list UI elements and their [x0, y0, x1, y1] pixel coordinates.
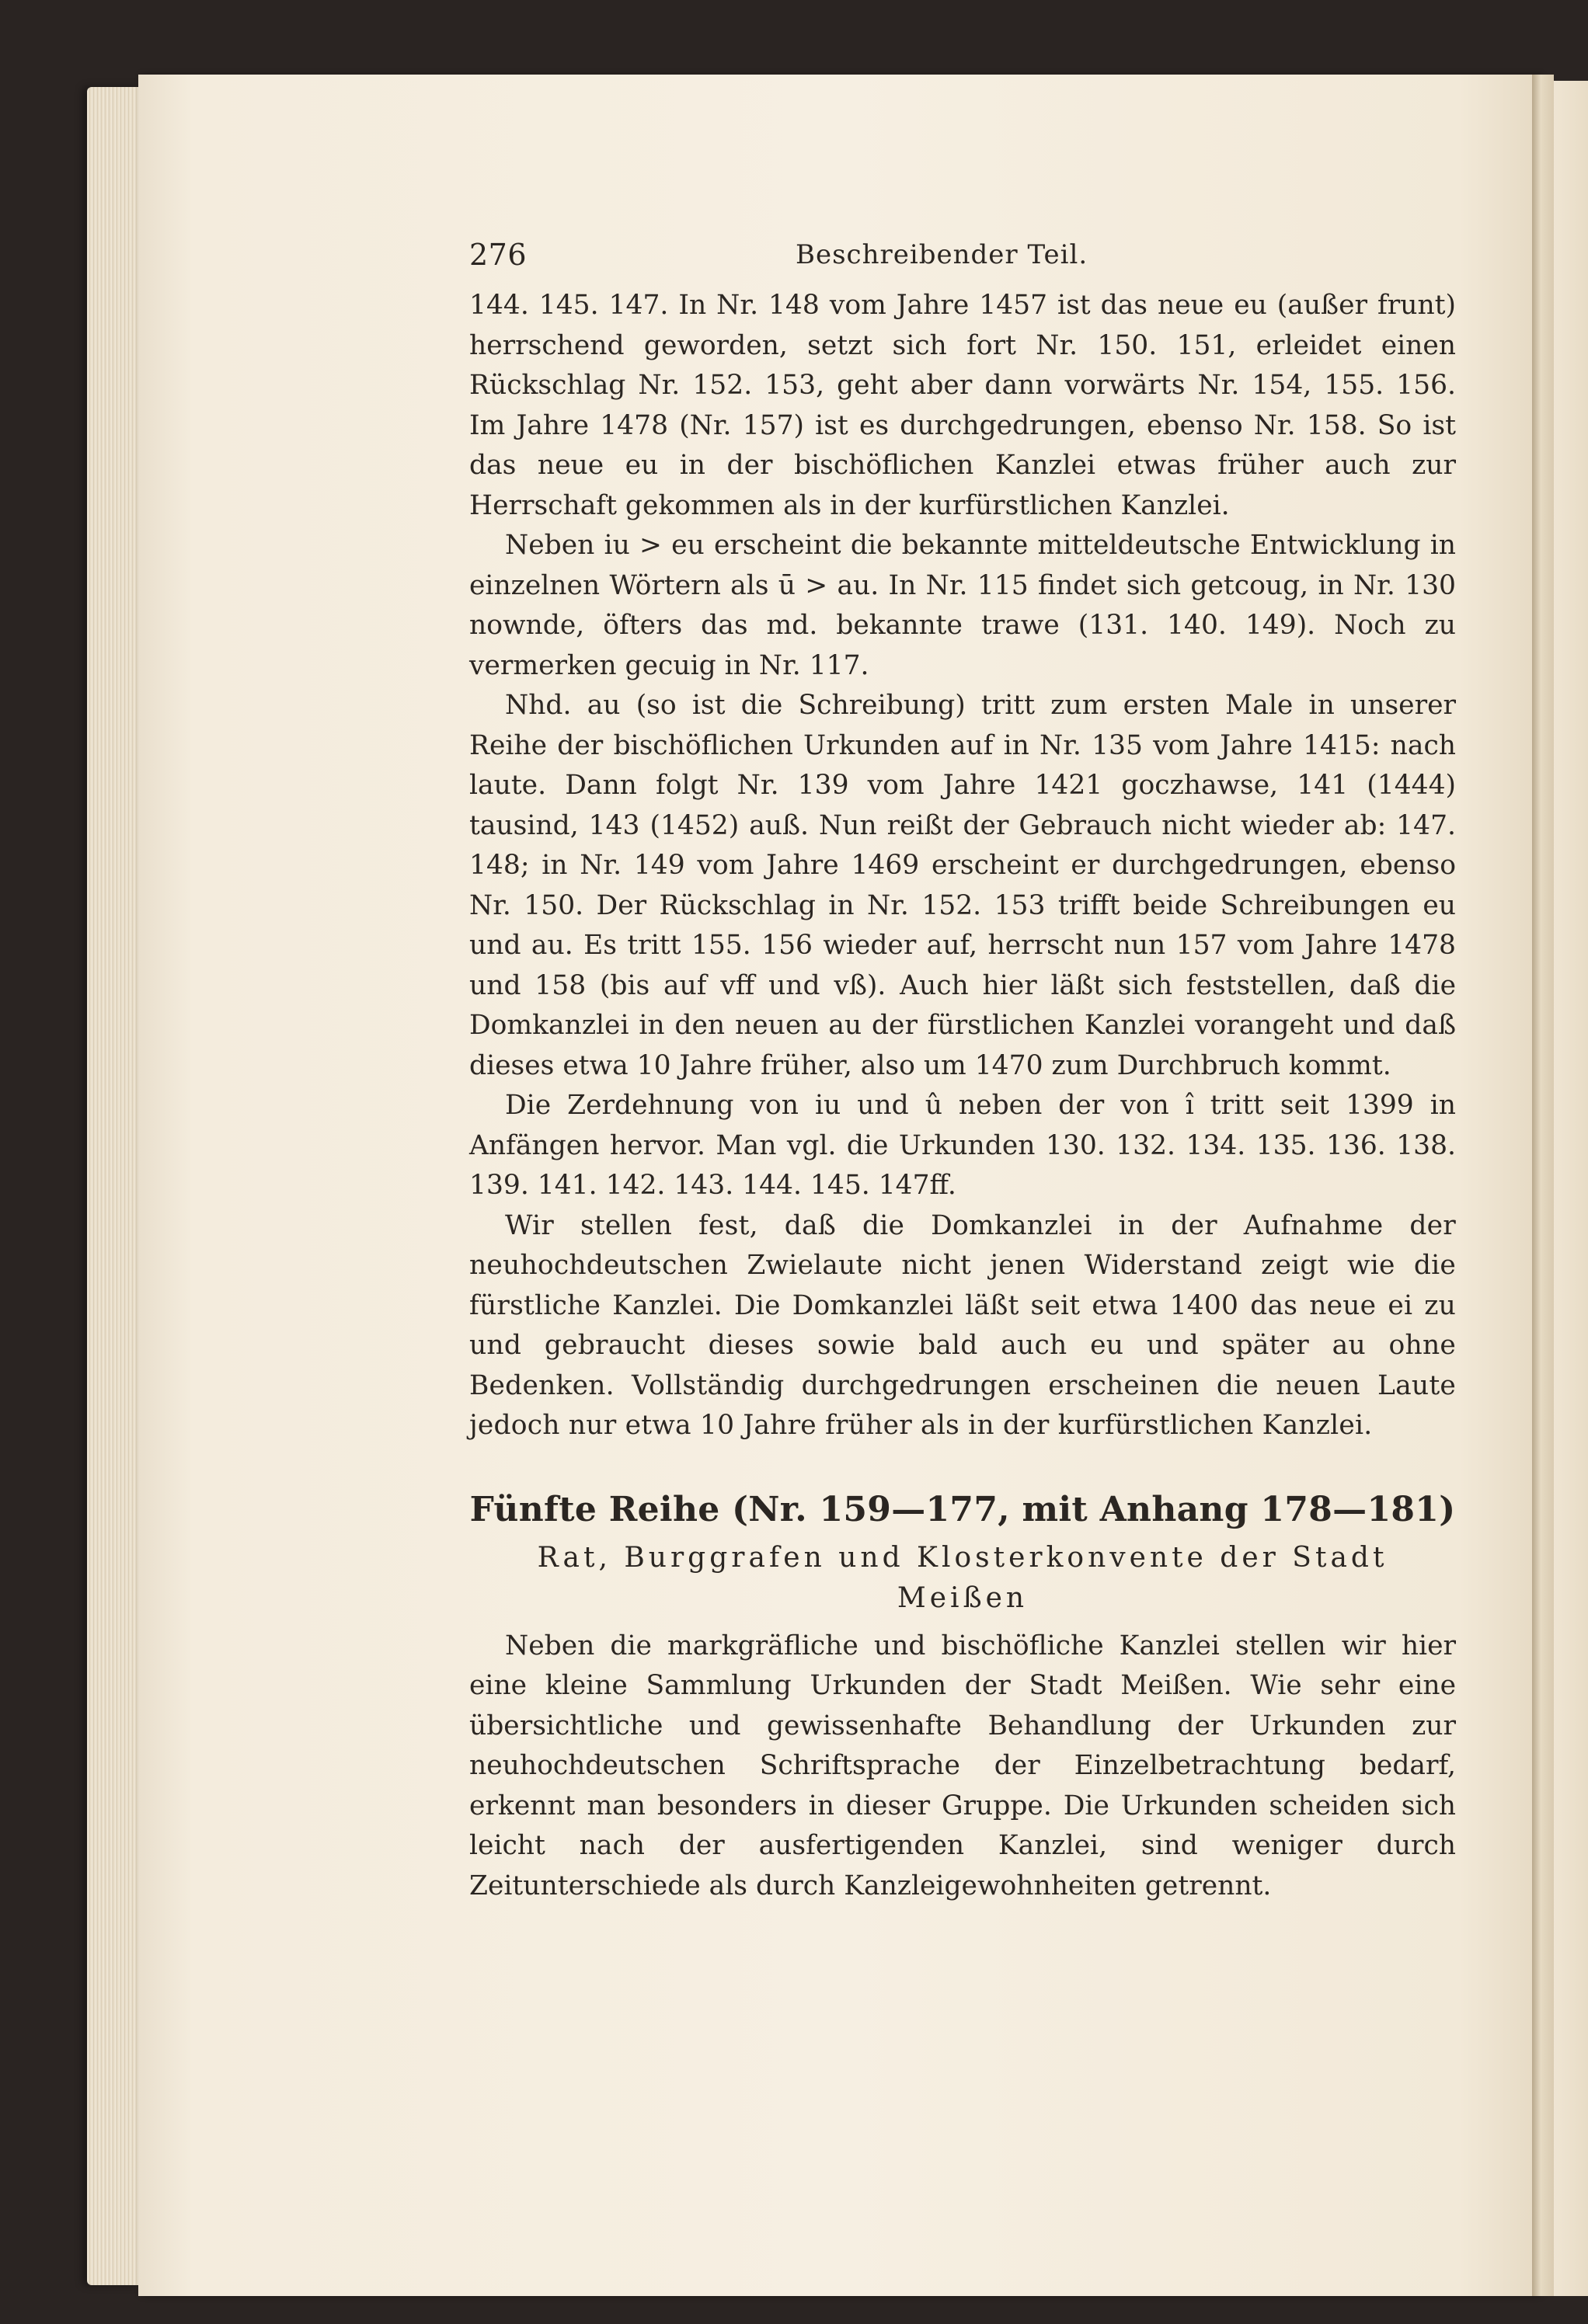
page-number: 276 [469, 238, 528, 272]
body-paragraph-1: 144. 145. 147. In Nr. 148 vom Jahre 1457 ist das neue eu (außer frunt) herrschend geworden, setzt sich fort Nr. 150. 151, erleidet einen Rückschlag Nr. 152. 153, geht aber dann vorwärts Nr. 154, 155. 156. Im Jahre 1478 (Nr. 157) ist es durchgedrungen, ebenso Nr. 158. So ist das neue eu in der bischöflichen Kanzlei etwas früher auch zur Herrschaft gekommen als in der kurfürstlichen Kanzlei. [469, 290, 1456, 521]
body-paragraph-2: Neben iu > eu erscheint die bekannte mitteldeutsche Entwicklung in einzelnen Wörtern als ū > au. In Nr. 115 findet sich getcoug, in Nr. 130 nownde, öfters das md. bekannte trawe (131. 140. 149). Noch zu vermerken gecuig in Nr. 117. [469, 530, 1456, 681]
section-title: Fünfte Reihe (Nr. 159—177, mit Anhang 178—181) [469, 1489, 1456, 1529]
page-block-edge [87, 87, 141, 2285]
running-head: Beschreibender Teil. [796, 239, 1088, 270]
body-paragraph-5: Wir stellen fest, daß die Domkanzlei in der Aufnahme der neuhochdeutschen Zwielaute nicht jenen Widerstand zeigt wie die fürstliche Kanzlei. Die Domkanzlei läßt seit etwa 1400 das neue ei zu und gebraucht dieses sowie bald auch eu und später au ohne Bedenken. Vollständig durchgedrungen erscheinen die neuen Laute jedoch nur etwa 10 Jahre früher als in der kurfürstlichen Kanzlei. [469, 1209, 1456, 1441]
body-paragraph-4: Die Zerdehnung von iu und û neben der von î tritt seit 1399 in Anfängen hervor. Man vgl. die Urkunden 130. 132. 134. 135. 136. 138. 139. 141. 142. 143. 144. 145. 147ff. [469, 1090, 1456, 1201]
book-gutter [1532, 75, 1554, 2296]
section-subtitle: Rat, Burggrafen und Klosterkonvente der Stadt Meißen [537, 1541, 1388, 1614]
page-header [469, 233, 1456, 280]
page-content [469, 233, 1456, 1906]
facing-page-edge [1554, 81, 1588, 2296]
section-paragraph: Neben die markgräfliche und bischöfliche Kanzlei stellen wir hier eine kleine Sammlung Urkunden der Stadt Meißen. Wie sehr eine übersichtliche und gewissenhafte Behandlung der Urkunden zur neuhochdeutschen Schriftsprache der Einzelbetrachtung bedarf, erkennt man besonders in dieser Gruppe. Die Urkunden scheiden sich leicht nach der ausfertigenden Kanzlei, sind weniger durch Zeitunterschiede als durch Kanzleigewohnheiten getrennt. [469, 1630, 1456, 1901]
body-paragraph-3: Nhd. au (so ist die Schreibung) tritt zum ersten Male in unserer Reihe der bischöflichen Urkunden auf in Nr. 135 vom Jahre 1415: nach laute. Dann folgt Nr. 139 vom Jahre 1421 goczhawse, 141 (1444) tausind, 143 (1452) auß. Nun reißt der Gebrauch nicht wieder ab: 147. 148; in Nr. 149 vom Jahre 1469 erscheint er durchgedrungen, ebenso Nr. 150. Der Rückschlag in Nr. 152. 153 trifft beide Schreibungen eu und au. Es tritt 155. 156 wieder auf, herrscht nun 157 vom Jahre 1478 und 158 (bis auf vff und vß). Auch hier läßt sich feststellen, daß die Domkanzlei in den neuen au der fürstlichen Kanzlei vorangeht und daß dieses etwa 10 Jahre früher, also um 1470 zum Durchbruch kommt. [469, 690, 1456, 1081]
